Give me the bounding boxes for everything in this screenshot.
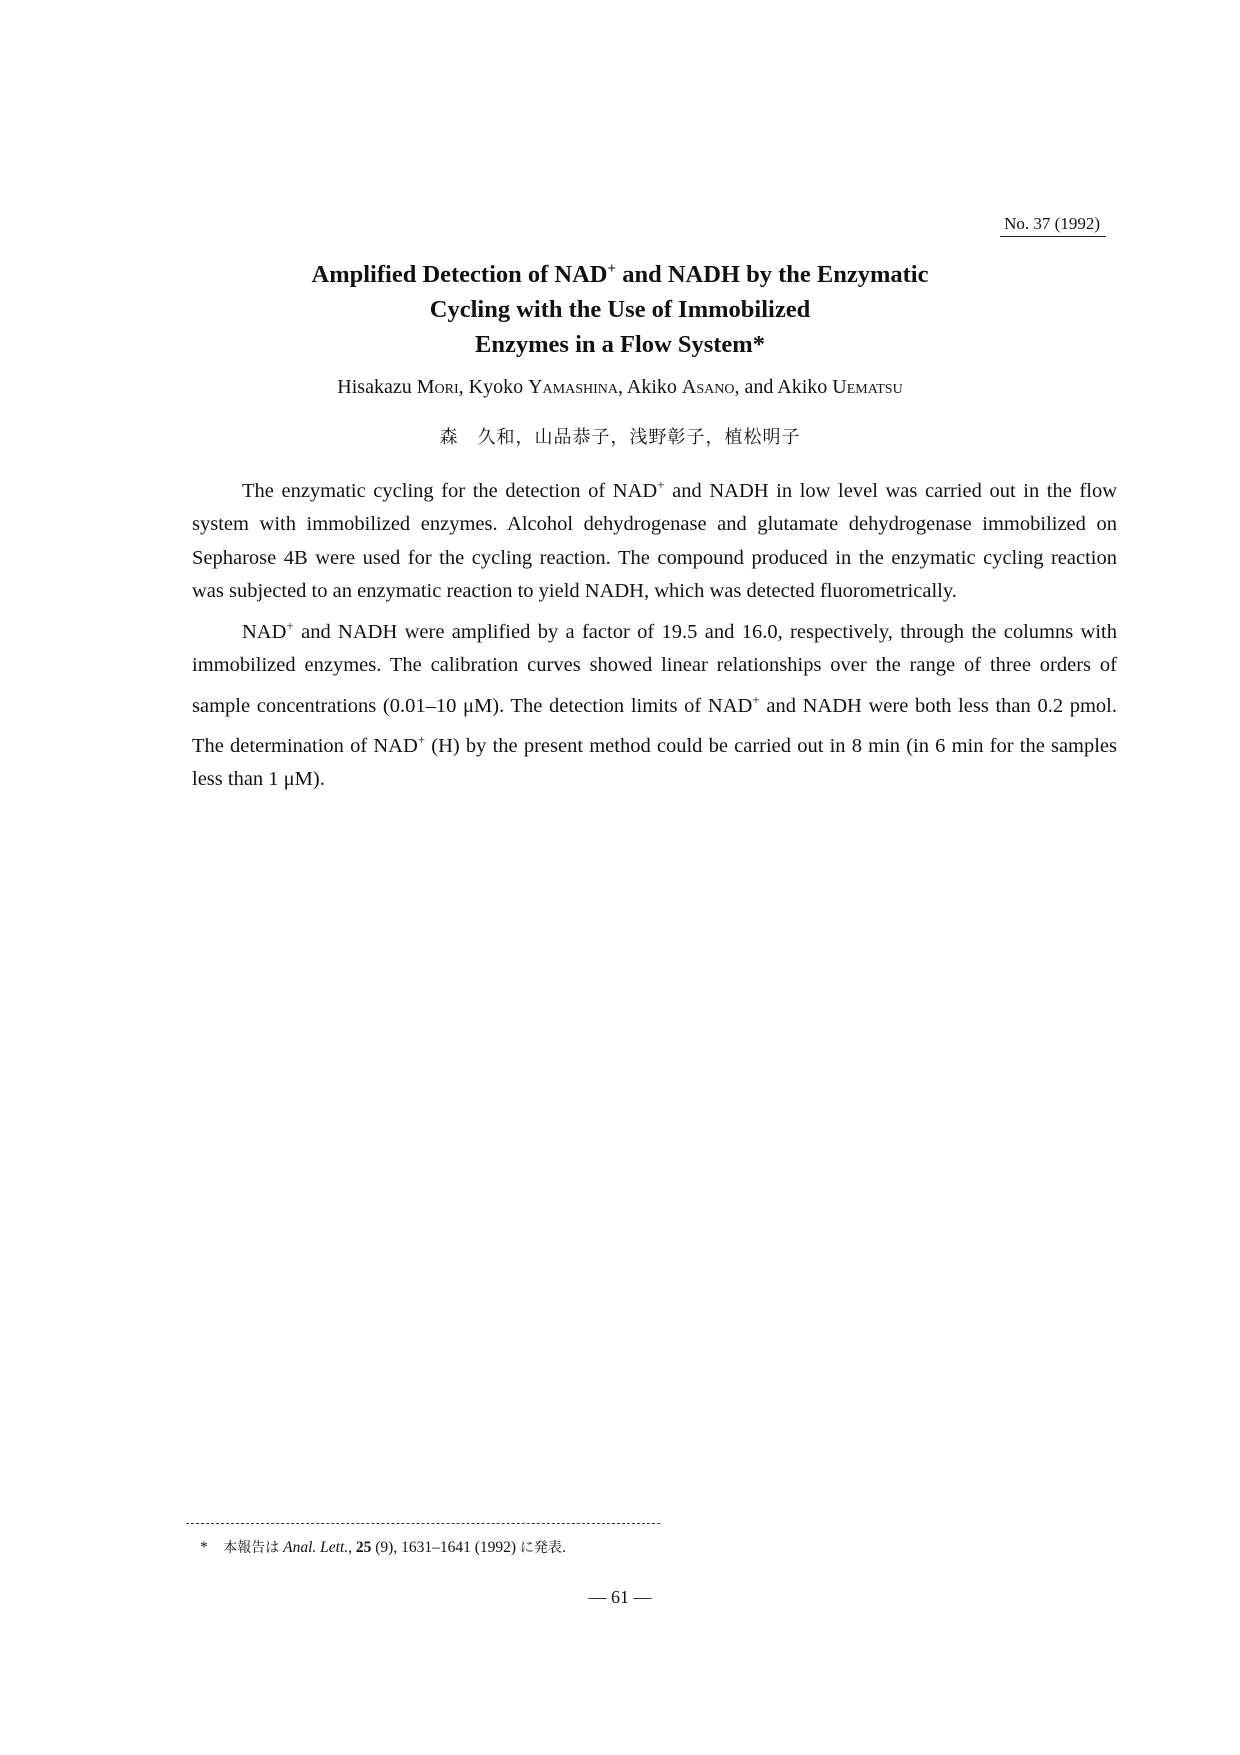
superscript: + <box>417 731 426 747</box>
superscript: + <box>657 477 665 492</box>
abstract-text: and NADH were amplified by a factor of 19.5 and 16.0, respectively, through the columns with immobilized enzymes. The calibration curves showed linear relationships over the range of three orders of sample concentrations (0.01–10 μM). The detection limits of NAD <box>192 620 1117 717</box>
footnote-text: 本報告は <box>223 1540 280 1556</box>
superscript: + <box>752 691 760 707</box>
author-given-name: Hisakazu <box>337 376 412 398</box>
author-family-name: Yamashina <box>528 376 618 398</box>
superscript: + <box>286 617 294 633</box>
author-list: Hisakazu Mori, Kyoko Yamashina, Akiko Asano, and Akiko Uematsu <box>337 376 903 398</box>
footnote-rule <box>186 1523 660 1524</box>
paper-title <box>0 252 1240 362</box>
issue-number: No. 37 (1992) <box>1000 214 1106 237</box>
footnote-mark: * <box>200 1539 208 1556</box>
author-family-name: Uematsu <box>832 376 903 398</box>
title-superscript: + <box>607 261 617 277</box>
footnote-text: に発表. <box>519 1540 567 1556</box>
abstract-paragraph-2 <box>192 609 1117 797</box>
abstract-text: and NADH were both less than 0.2 pmol. The determination of NAD <box>192 694 1117 757</box>
journal-volume: 25 <box>355 1539 372 1556</box>
title-text: and NADH by the Enzymatic <box>616 261 929 289</box>
abstract <box>192 468 1117 797</box>
title-line-2: Cycling with the Use of Immobilized <box>429 296 811 324</box>
journal-name: Anal. Lett. <box>283 1539 349 1556</box>
citation-details: (9), 1631–1641 (1992) <box>375 1539 517 1556</box>
author-given-name: Kyoko <box>468 376 524 398</box>
author-list-japanese: 森 久和，山品恭子，浅野彰子，植松明子 <box>439 427 801 448</box>
author-given-name: Akiko <box>626 376 677 398</box>
author-family-name: Mori <box>416 376 459 398</box>
abstract-text: The enzymatic cycling for the detection of NAD <box>242 479 658 502</box>
abstract-text: NAD <box>242 620 287 643</box>
author-family-name: Asano <box>681 376 735 398</box>
footnote: * 本報告は Anal. Lett., 25 (9), 1631–1641 (1992) に発表. <box>200 1539 567 1556</box>
title-line-3: Enzymes in a Flow System* <box>475 331 765 359</box>
author-given-name: Akiko <box>777 376 828 398</box>
title-line-1 <box>0 252 1240 292</box>
author-conjunction: and <box>744 376 774 398</box>
abstract-text: and NADH in low level was carried out in the flow system with immobilized enzymes. Alcohol dehydrogenase and glutamate dehydrogenase immobilized on Sepharose 4B were used for the cycling reaction. The compound produced in the enzymatic cycling reaction was subjected to an enzymatic reaction to yield NADH, which was detected fluorometrically. <box>192 479 1118 603</box>
abstract-paragraph-1 <box>192 468 1117 609</box>
page-number: — 61 — <box>588 1587 652 1607</box>
abstract-text: (H) by the present method could be carried out in 8 min (in 6 min for the samples less than 1 μM). <box>192 734 1118 791</box>
title-text: Amplified Detection of NAD <box>311 261 608 289</box>
